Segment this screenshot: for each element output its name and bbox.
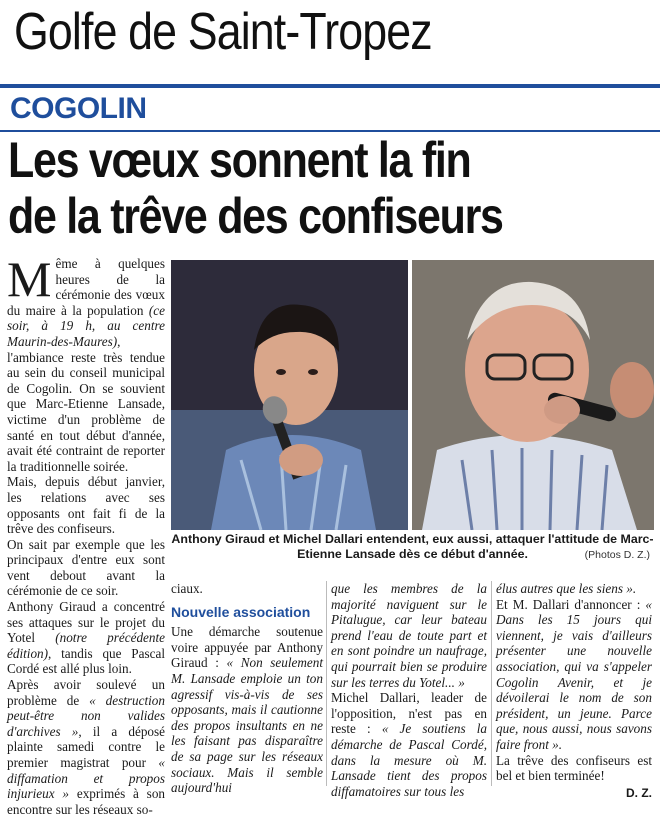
paragraph: Mais, depuis début janvier, les relations avec ses opposants ont fait fi de la trêve des confiseurs. (7, 474, 165, 537)
photo-anthony-giraud (171, 260, 408, 530)
section-rubric: COGOLIN (10, 92, 147, 125)
masthead (0, 0, 660, 88)
paragraph: que les membres de la majorité naviguent sur le Pitalugue, car leur bateau prend l'eau de toute part et en sont poindre un naufrage, qui pourrait bien se produire sur les terres du Yotel... » (331, 581, 487, 690)
paragraph: élus autres que les siens ». (496, 581, 637, 596)
article-column-3 (331, 581, 487, 799)
photo-caption: Anthony Giraud et Michel Dallari entendent, eux aussi, attaquer l'attitude de Marc-Etienne Lansade dès ce début d'année. (171, 532, 654, 561)
author-signature: D. Z. (626, 785, 652, 800)
photo-michel-dallari (412, 260, 654, 530)
paragraph: Une démarche soutenue voire appuyée par Anthony Giraud : « Non seulement M. Lansade emploie un ton agressif vis-à-vis de ses opposants, mais il cautionne des propos insultants en ne les faisant pas disparaître de sa page sur les réseaux sociaux. Mais il semble aujourd'hui (171, 624, 324, 796)
portrait-illustration (171, 260, 408, 530)
drop-cap: M (7, 251, 52, 307)
photo-credit: (Photos D. Z.) (584, 549, 650, 561)
column-divider (326, 581, 327, 786)
paragraph: On sait par exemple que les principaux d'entre eux sont vent debout avant la cérémonie de ce soir. (7, 536, 165, 599)
headline-line-2: de la trêve des confiseurs (8, 188, 503, 244)
portrait-illustration (412, 260, 654, 530)
paragraph: Anthony Giraud a concentré ses attaques sur le projet du Yotel (notre précédente édition), tandis que Pascal Cordé est allé plus loin. (7, 599, 165, 677)
article-column-1 (7, 251, 166, 817)
paragraph: Après avoir soulevé un problème de « destruction peut-être non valides d'archives », il a déposé plainte samedi contre le premier magistrat pour « diffamation et propos injurieux » exprimés à son encontre sur les réseaux so- (7, 677, 166, 817)
column-divider (491, 581, 492, 786)
masthead-title: Golfe de Saint-Tropez (14, 3, 432, 61)
paragraph: Michel Dallari, leader de l'opposition, n'est pas en reste : « Je soutiens la démarche de Pascal Cordé, dans la mesure où M. Lansade tient des propos diffamatoires sur tous les (331, 690, 487, 799)
paragraph: ciaux. (171, 581, 203, 596)
subhead: Nouvelle association (171, 603, 311, 620)
paragraph: La trêve des confiseurs est bel et bien terminée! (496, 752, 652, 784)
article-column-2 (171, 581, 323, 796)
article-column-4 (496, 581, 652, 801)
headline-line-1: Les vœux sonnent la fin (8, 132, 471, 188)
paragraph: Même à quelques heures de la cérémonie des vœux du maire à la population (ce soir, à 19 h, au centre Maurin-des-Maures), l'ambiance reste très tendue au sein du conseil municipal de Cogolin. On se souvient que Marc-Etienne Lansade, victime d'un problème de santé en tout début d'année, avait été contraint de reporter la traditionnelle soirée. (7, 251, 165, 474)
headline (8, 132, 658, 244)
paragraph: Et M. Dallari d'annoncer : « Dans les 15 jours qui viennent, je vais d'ailleurs présenter une nouvelle association, qui va s'appeler Cogolin Avenir, et je dévoilerai le nom de son président, un jeune. Parce que, nous aussi, nous savons faire front ». (496, 596, 652, 752)
